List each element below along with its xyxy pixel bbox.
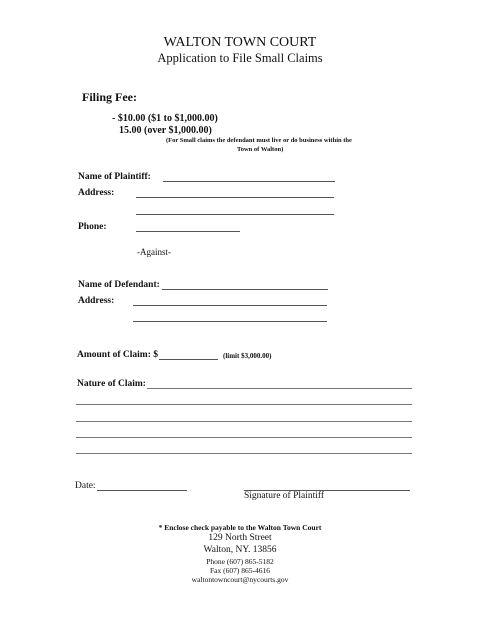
defendant-address-field-2[interactable] (133, 321, 327, 322)
against-text: -Against- (137, 247, 171, 257)
fee-note-2: Town of Walton) (237, 146, 284, 153)
plaintiff-phone-label: Phone: (78, 222, 107, 232)
form-title: Application to File Small Claims (157, 51, 323, 65)
court-city: Walton, NY. 13856 (203, 545, 277, 555)
court-email: waltontowncourt@nycourts.gov (191, 575, 289, 584)
fee-note-1: (For Small claims the defendant must live or do business within the (166, 137, 352, 144)
nature-of-claim-line-4[interactable] (76, 437, 412, 438)
court-name: WALTON TOWN COURT (163, 35, 317, 50)
amount-of-claim-label: Amount of Claim: $ (77, 350, 159, 360)
plaintiff-address-label: Address: (78, 188, 115, 198)
nature-of-claim-line-1[interactable] (147, 388, 412, 389)
defendant-address-field-1[interactable] (133, 305, 327, 306)
date-label: Date: (75, 481, 96, 491)
signature-label: Signature of Plaintiff (244, 491, 325, 501)
nature-of-claim-label: Nature of Claim: (77, 379, 146, 389)
plaintiff-name-field[interactable] (163, 181, 335, 182)
nature-of-claim-line-5[interactable] (76, 453, 412, 454)
court-phone: Phone (607) 865-5182 (206, 557, 274, 566)
date-field[interactable] (97, 490, 187, 491)
nature-of-claim-line-2[interactable] (76, 404, 412, 405)
fee-line-2: 15.00 (over $1,000.00) (119, 125, 212, 136)
filing-fee-label: Filing Fee: (82, 90, 137, 104)
nature-of-claim-line-3[interactable] (76, 421, 412, 422)
enclose-check-note: * Enclose check payable to the Walton Town Court (158, 523, 322, 532)
plaintiff-address-field-1[interactable] (136, 197, 334, 198)
plaintiff-name-label: Name of Plaintiff: (78, 172, 151, 182)
plaintiff-phone-field[interactable] (136, 231, 240, 232)
court-street: 129 North Street (208, 533, 272, 543)
court-fax: Fax (607) 865-4616 (210, 566, 270, 575)
amount-of-claim-field[interactable] (159, 359, 218, 360)
claim-limit-text: (limit $3,000.00) (223, 352, 272, 360)
defendant-address-label: Address: (78, 296, 115, 306)
defendant-name-field[interactable] (162, 289, 328, 290)
defendant-name-label: Name of Defendant: (78, 280, 160, 290)
plaintiff-address-field-2[interactable] (136, 214, 334, 215)
fee-line-1: - $10.00 ($1 to $1,000.00) (112, 113, 218, 124)
